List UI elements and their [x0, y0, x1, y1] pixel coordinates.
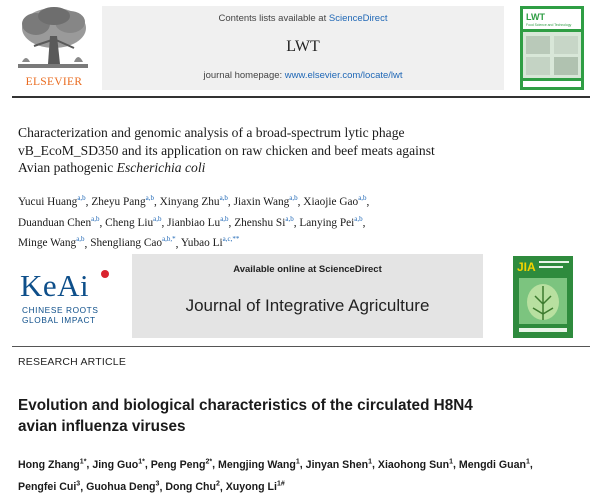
author-affiliation[interactable]: a,b: [77, 194, 86, 202]
lwt-journal-cover: [520, 6, 584, 90]
author[interactable]: Cheng Liu$^{a,b}$: [105, 214, 162, 229]
author-affiliation: 1: [525, 458, 530, 465]
author-affiliation: 1: [368, 458, 372, 465]
article-type: RESEARCH ARTICLE: [18, 356, 127, 368]
author[interactable]: Lanying Pei$^{a,b}$: [299, 214, 363, 229]
keai-wordmark: KeAi: [20, 268, 90, 303]
author-affiliation[interactable]: a,b: [285, 214, 294, 223]
article1-title-line: Characterization and genomic analysis of a broad-spectrum lytic phage: [18, 125, 405, 140]
article1-title-species: Escherichia coli: [116, 160, 206, 175]
author-affiliation[interactable]: a,b: [289, 194, 298, 202]
article2-title: [18, 396, 588, 437]
author[interactable]: Jiaxin Wang$^{a,b}$: [233, 194, 298, 208]
jia-cover-title: JIA: [517, 260, 536, 274]
header-divider: [12, 96, 590, 98]
article1-title-line: [18, 159, 588, 177]
author-affiliation[interactable]: a,b: [358, 194, 367, 202]
author-affiliation: 3: [76, 480, 81, 488]
author[interactable]: Mengdi Guan$^1$: [458, 458, 530, 471]
author-affiliation[interactable]: a,b: [220, 214, 229, 223]
author-affiliation: 1*: [138, 458, 145, 465]
author-affiliation: 1#: [276, 480, 285, 488]
author-line: Pengfei Cui$^3$, Guohua Deng$^3$, Dong Chu$^2$, Xuyong $Li^{1\#}$: [18, 480, 285, 494]
article2-title-line: Evolution and biological characteristics of the circulated H8N4: [18, 397, 473, 414]
article1-title-line: vB_EcoM_SD350 and its application on raw chicken and beef meats against: [18, 142, 435, 158]
contents-availability: [102, 13, 504, 24]
author[interactable]: Pengfei Cui$^3$: [18, 480, 81, 494]
lwt-cover-subtitle: Food Science and Technology: [526, 23, 572, 27]
author[interactable]: Zheyu Pang$^{a,b}$: [91, 194, 154, 208]
author-line: Minge Wang$^{a,b}$, Shengliang Cao$^{a,b,*}$, Yubao $Li^{a,c,**}$: [18, 235, 240, 250]
author-line: Yucui Huang$^{a,b}$, Zheyu Pang$^{a,b}$, Xinyang Zhu$^{a,b}$, Jiaxin Wang$^{a,b}$, Xiaojie Gao$^{a,b}$,: [18, 194, 370, 208]
author-line: Hong Zhang$^{1*}$, Jing Guo$^{1*}$, Peng Peng$^{2*}$, Mengjing Wang$^1$, Jinyan Shen$^1$, Xiaohong Sun$^1$, Mengdi Guan$^1$,: [18, 458, 533, 471]
author-affiliation[interactable]: a,b,*: [162, 235, 176, 244]
jia-journal-cover: [513, 256, 573, 338]
journal-banner: [102, 6, 504, 90]
author[interactable]: Jinyan Shen$^1$: [305, 458, 372, 471]
journal-name: LWT: [286, 38, 320, 55]
author[interactable]: Jianbiao Lu$^{a,b}$: [167, 214, 229, 229]
jia-header-divider: [12, 346, 590, 347]
author[interactable]: Duanduan Chen$^{a,b}$: [18, 214, 100, 229]
author[interactable]: Xinyang Zhu$^{a,b}$: [159, 194, 228, 208]
homepage-prefix: journal homepage:: [203, 70, 285, 81]
jia-journal-name: Journal of Integrative Agriculture: [185, 296, 430, 315]
jia-availability[interactable]: Available online at ScienceDirect: [233, 264, 382, 275]
author[interactable]: Minge Wang$^{a,b}$: [18, 235, 85, 250]
keai-dot-icon: [100, 269, 110, 279]
author-affiliation: 1: [295, 458, 300, 465]
author-affiliation: 3: [155, 480, 160, 488]
author-line: Duanduan Chen$^{a,b}$, Cheng Liu$^{a,b}$, Jianbiao Lu$^{a,b}$, Zhenshu Si$^{a,b}$, Lanying Pei$^{a,b}$,: [18, 214, 366, 229]
jia-journal-banner: [132, 254, 483, 338]
author[interactable]: Xuyong $Li^{1\#}$: [225, 480, 285, 494]
keai-tagline-2: GLOBAL IMPACT: [22, 315, 96, 325]
article2-title-line: avian influenza viruses: [18, 417, 186, 435]
author-affiliation[interactable]: a,b: [219, 194, 228, 202]
author-affiliation[interactable]: a,b: [145, 194, 154, 202]
author-affiliation: 1*: [79, 458, 87, 465]
lwt-cover-title: LWT: [526, 12, 545, 22]
author[interactable]: Peng Peng$^{2*}$: [150, 458, 213, 471]
author-affiliation: 2*: [205, 458, 213, 465]
elsevier-tree-icon: [14, 6, 92, 76]
author-affiliation[interactable]: a,b: [76, 235, 85, 244]
elsevier-wordmark: ELSEVIER: [25, 76, 83, 88]
author[interactable]: Xiaohong Sun$^1$: [377, 458, 453, 471]
author[interactable]: Guohua Deng$^3$: [86, 480, 160, 494]
author[interactable]: Mengjing Wang$^1$: [218, 458, 300, 471]
author-affiliation[interactable]: a,b: [153, 214, 162, 223]
author-affiliation[interactable]: a,b: [91, 214, 100, 223]
contents-prefix: Contents lists available at: [218, 13, 329, 24]
article1-title: [18, 124, 588, 177]
author[interactable]: Yucui Huang$^{a,b}$: [18, 194, 86, 208]
sciencedirect-link[interactable]: ScienceDirect: [328, 13, 388, 24]
jia-cover-image: [513, 256, 573, 338]
author-affiliation[interactable]: a,c,**: [222, 235, 240, 244]
author-affiliation: 2: [215, 480, 220, 488]
article1-title-line3-prefix: Avian pathogenic: [18, 160, 117, 175]
keai-tagline-1: CHINESE ROOTS: [22, 305, 99, 315]
author-affiliation: 1: [449, 458, 453, 465]
author[interactable]: Shengliang Cao$^{a,b,*}$: [90, 235, 176, 250]
author[interactable]: Hong Zhang$^{1*}$: [18, 458, 87, 471]
author[interactable]: Dong Chu$^2$: [165, 480, 220, 494]
homepage-link[interactable]: www.elsevier.com/locate/lwt: [284, 70, 403, 81]
author[interactable]: Jing Guo$^{1*}$: [92, 458, 145, 471]
author-affiliation[interactable]: a,b: [354, 214, 363, 223]
elsevier-journal-header: [12, 6, 590, 90]
author[interactable]: Xiaojie Gao$^{a,b}$: [303, 194, 367, 208]
lwt-cover-image: [520, 6, 584, 90]
journal-homepage: [102, 70, 504, 81]
keai-logo: [20, 268, 120, 328]
author[interactable]: Zhenshu Si$^{a,b}$: [234, 214, 294, 229]
article1-author-list: [18, 190, 588, 252]
article2-author-list: [18, 452, 598, 497]
author[interactable]: Yubao $Li^{a,c,**}$: [180, 235, 240, 250]
